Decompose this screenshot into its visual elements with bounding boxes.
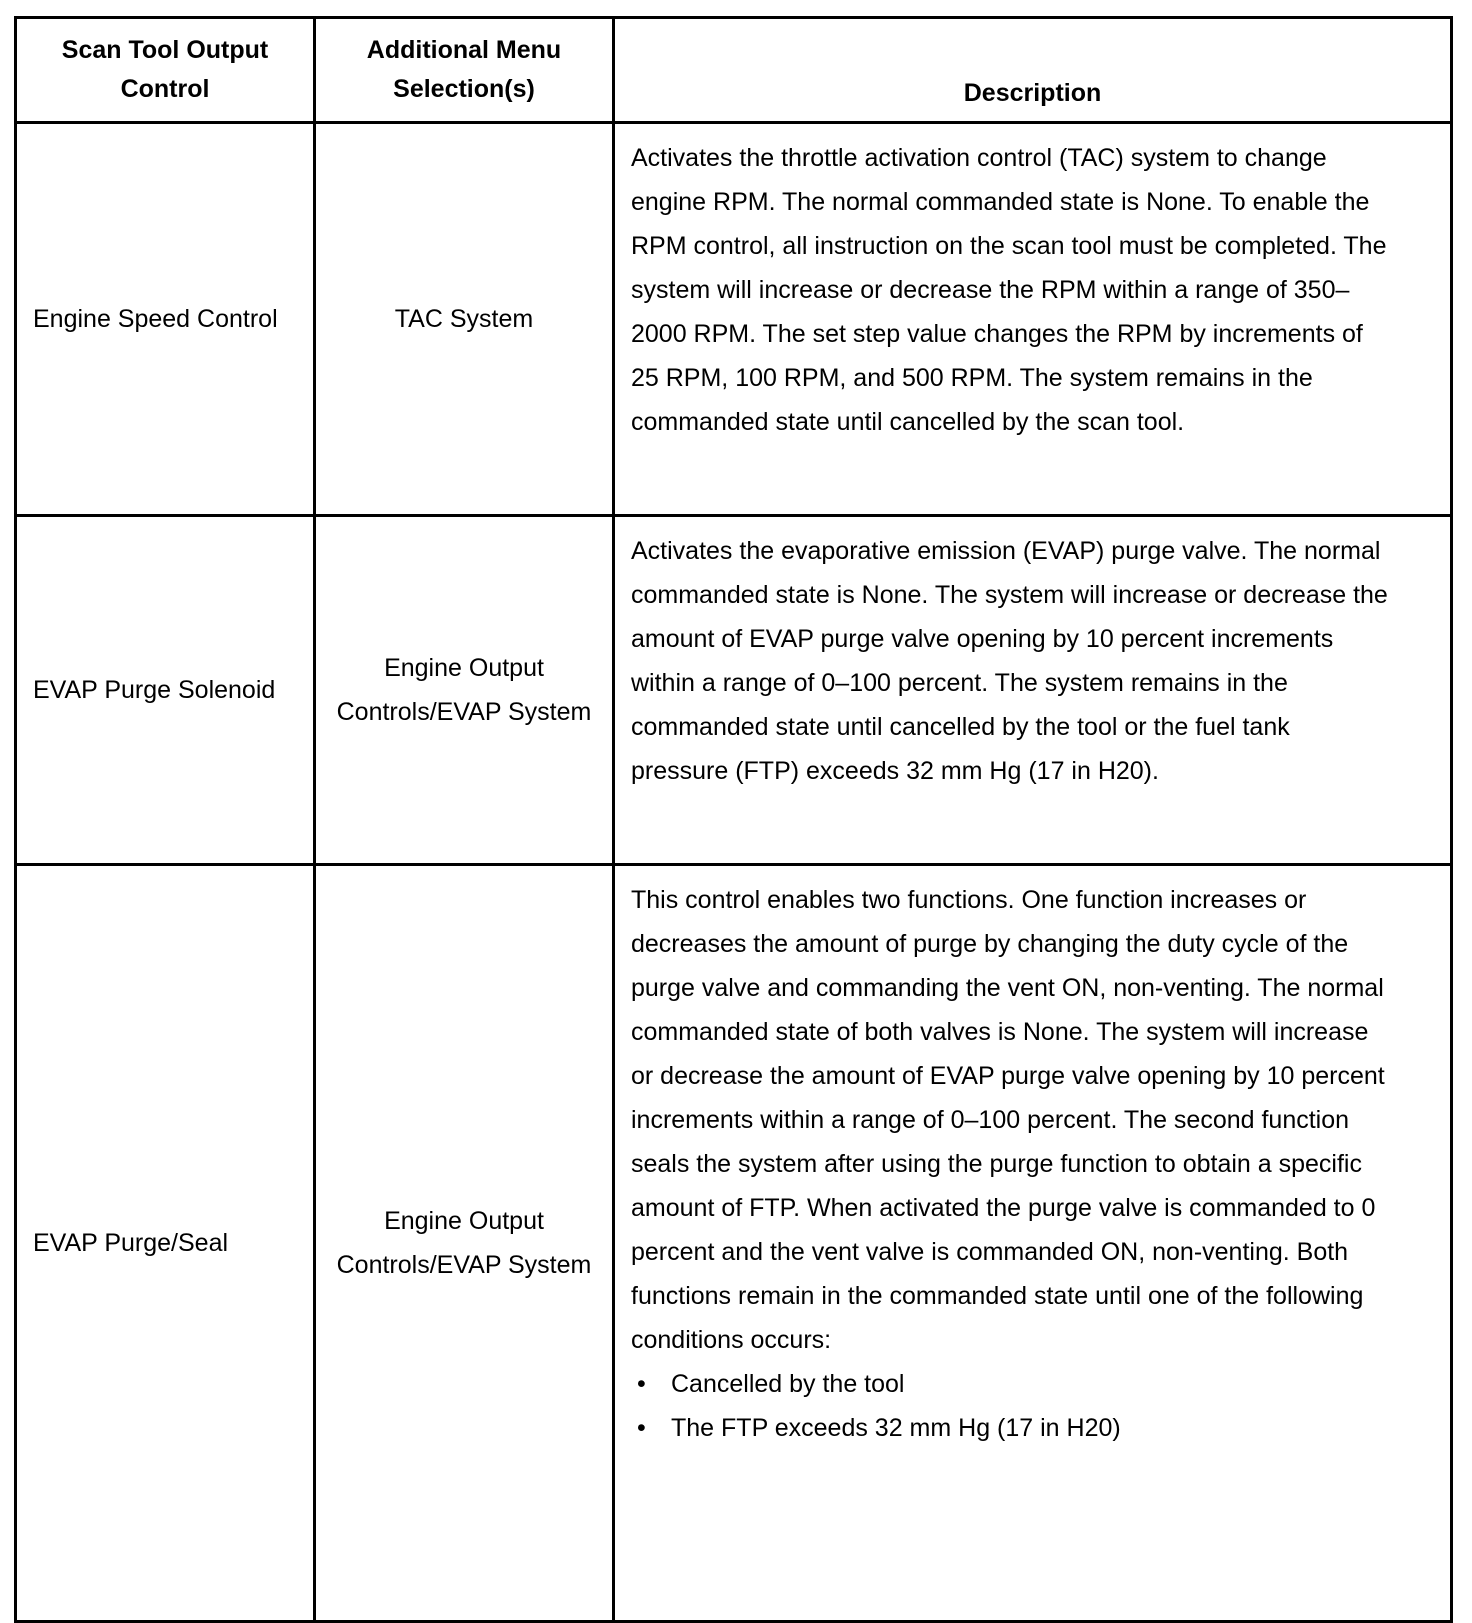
cell-menu-selection: TAC System [315, 123, 614, 516]
cell-control-name: EVAP Purge Solenoid [16, 516, 315, 865]
list-item [631, 1362, 1394, 1406]
condition-list [631, 1362, 1394, 1450]
cell-description [614, 123, 1452, 516]
description-text: Activates the throttle activation control (TAC) system to change engine RPM. The normal commanded state is None. To enable the RPM control, all instruction on the scan tool must be completed. The system will increase or decrease the RPM within a range of 350–2000 RPM. The set step value changes the RPM by increments of 25 RPM, 100 RPM, and 500 RPM. The system remains in the commanded state until cancelled by the scan tool. [631, 144, 1387, 436]
bullet-icon: • [637, 1414, 646, 1442]
cell-control-name: Engine Speed Control [16, 123, 315, 516]
output-controls-table [14, 16, 1453, 1623]
list-item-text: The FTP exceeds 32 mm Hg (17 in H20) [671, 1414, 1121, 1442]
description-text: Activates the evaporative emission (EVAP) purge valve. The normal commanded state is None. The system will increase or decrease the amount of EVAP purge valve opening by 10 percent increments within a range of 0–100 percent. The system remains in the commanded state until cancelled by the tool or the fuel tank pressure (FTP) exceeds 32 mm Hg (17 in H20). [631, 537, 1388, 785]
cell-description [614, 865, 1452, 1622]
header-additional-menu-selections: Additional Menu Selection(s) [315, 18, 614, 123]
list-item-text: Cancelled by the tool [671, 1370, 905, 1398]
cell-menu-selection: Engine Output Controls/EVAP System [315, 865, 614, 1622]
cell-menu-selection: Engine Output Controls/EVAP System [315, 516, 614, 865]
cell-description [614, 516, 1452, 865]
table-row-engine-speed-control [16, 123, 1452, 516]
header-description: Description [614, 18, 1452, 123]
header-scan-tool-output-control: Scan Tool Output Control [16, 18, 315, 123]
table-row-evap-purge-solenoid [16, 516, 1452, 865]
table-header-row [16, 18, 1452, 123]
list-item [631, 1406, 1394, 1450]
description-text: This control enables two functions. One function increases or decreases the amount of purge by changing the duty cycle of the purge valve and commanding the vent ON, non-venting. The normal commanded state of both valves is None. The system will increase or decrease the amount of EVAP purge valve opening by 10 percent increments within a range of 0–100 percent. The second function seals the system after using the purge function to obtain a specific amount of FTP. When activated the purge valve is commanded to 0 percent and the vent valve is commanded ON, non-venting. Both functions remain in the commanded state until one of the following conditions occurs: [631, 886, 1385, 1354]
table-row-evap-purge-seal [16, 865, 1452, 1622]
cell-control-name: EVAP Purge/Seal [16, 865, 315, 1622]
bullet-icon: • [637, 1370, 646, 1398]
